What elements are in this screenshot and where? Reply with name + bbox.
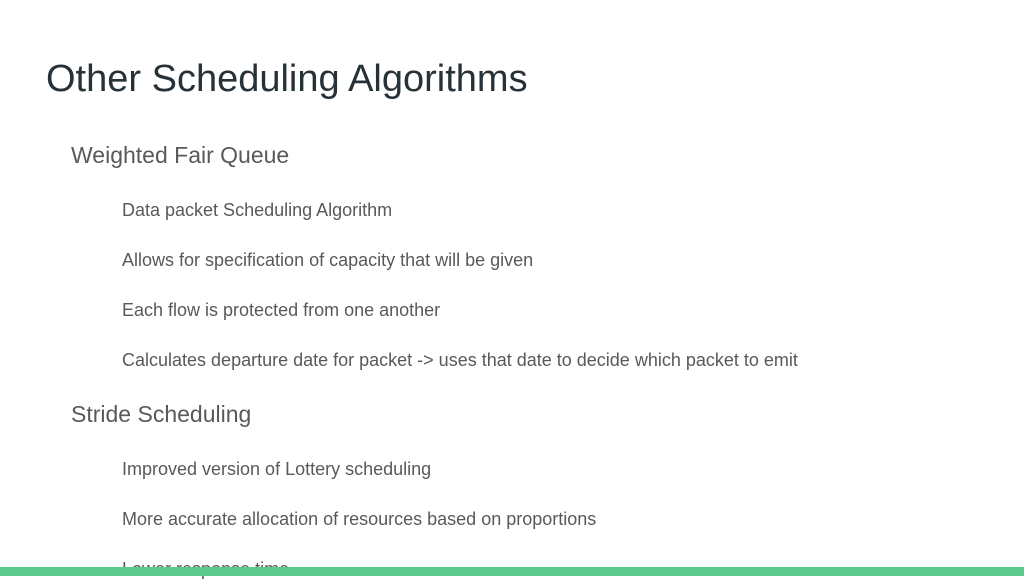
footer-accent-bar	[0, 567, 1024, 576]
section-heading-weighted-fair-queue: Weighted Fair Queue	[71, 142, 290, 168]
bullet-item: Allows for specification of capacity that will be given	[122, 250, 534, 270]
slide-title: Other Scheduling Algorithms	[46, 58, 528, 100]
bullet-item: Data packet Scheduling Algorithm	[122, 200, 393, 220]
section-heading-stride-scheduling: Stride Scheduling	[71, 401, 252, 427]
bullet-item: Each flow is protected from one another	[122, 300, 441, 320]
bullet-item: Improved version of Lottery scheduling	[122, 459, 432, 479]
bullet-item: Calculates departure date for packet -> uses that date to decide which packet to emit	[122, 350, 798, 370]
bullet-item: More accurate allocation of resources based on proportions	[122, 509, 597, 529]
